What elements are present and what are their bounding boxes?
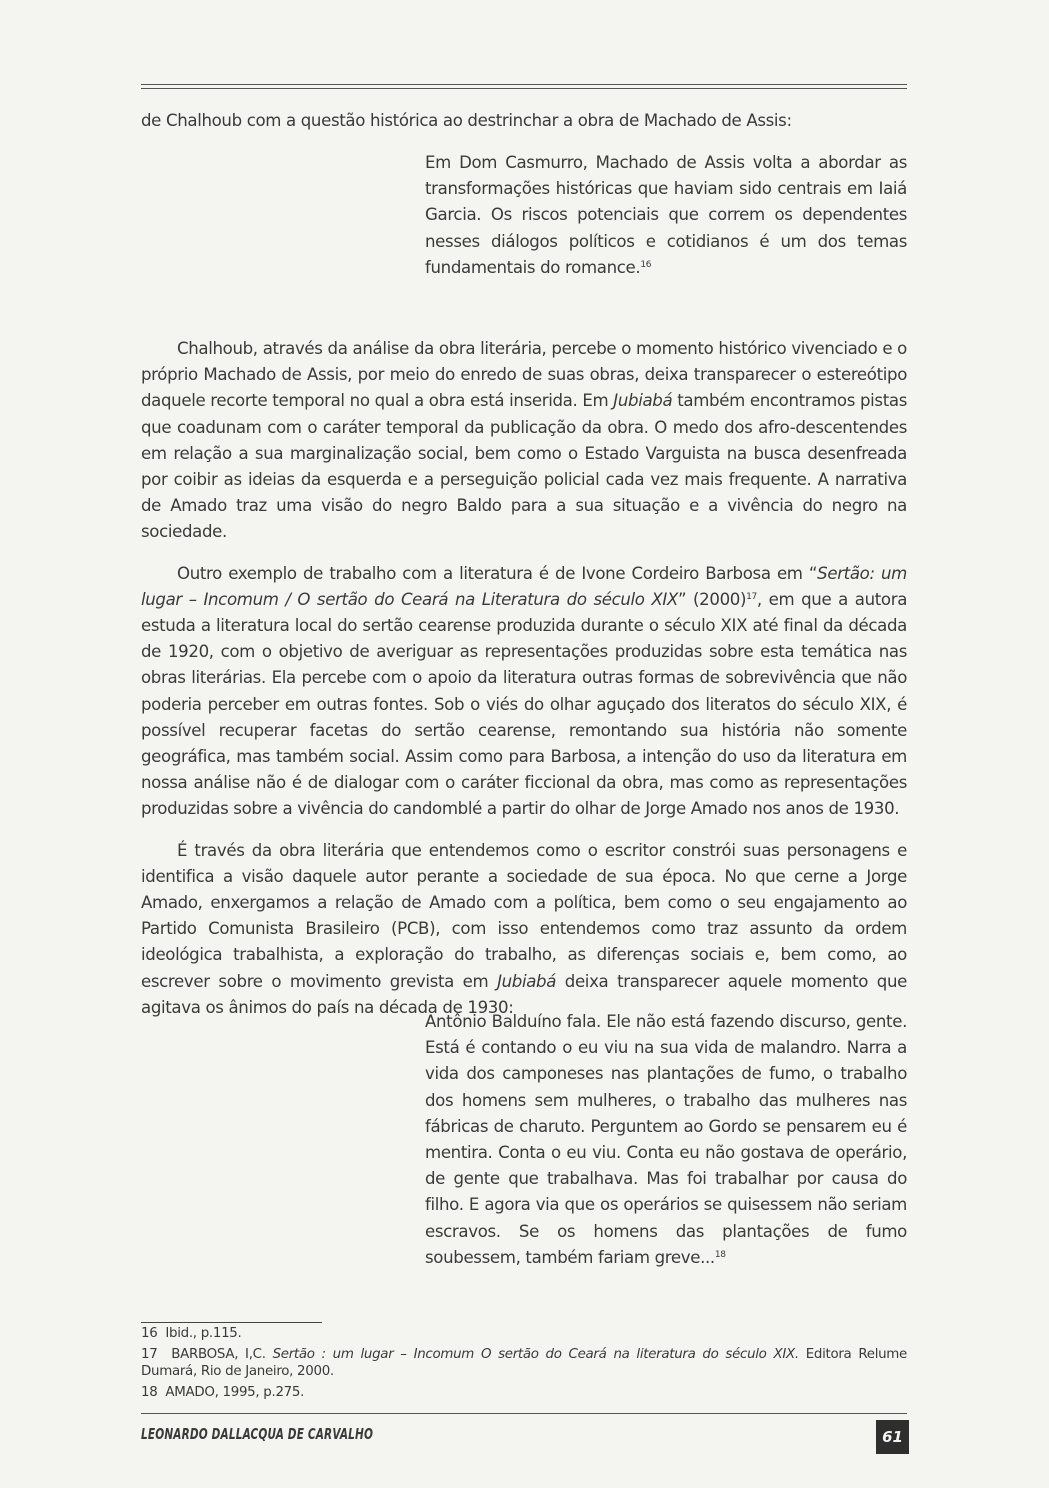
footnote-ref-17[interactable]: 17: [746, 591, 757, 602]
footnote-separator: [141, 1322, 322, 1323]
footnotes: [141, 1325, 907, 1405]
footnote-18: 18 AMADO, 1995, p.275.: [141, 1385, 305, 1400]
page-number-badge: 61: [876, 1420, 909, 1454]
paragraph-2: Outro exemplo de trabalho com a literatura é de Ivone Cordeiro Barbosa em “Sertão: um lugar – Incomum / O sertão do Ceará na Literatura do século XIX” $(2000)^{17}$, em que a autora estuda a literatura local do sertão cearense produzida durante o século XIX até final da década de 1920, com o objetivo de averiguar as representações produzidas sobre esta temática nas obras literárias. Ela percebe com o apoio da literatura outras formas de sobrevivência que não poderia perceber em outras fontes. Sob o viés do olhar aguçado dos literatos do século XIX, é possível recuperar facetas do sertão cearense, remontando sua história não somente geográfica, mas também social. Assim como para Barbosa, a intenção do uso da literatura em nossa análise não é de dialogar com o caráter ficcional da obra, mas como as representações produzidas sobre a vivência do candomblé a partir do olhar de Jorge Amado nos anos de 1930.: [141, 563, 908, 819]
paragraph-1: Chalhoub, através da análise da obra literária, percebe o momento histórico vivenciado e o próprio Machado de Assis, por meio do enredo de suas obras, deixa transparecer o estereótipo daquele recorte temporal no qual a obra está inserida. Em Jubiabá também encontramos pistas que coadunam com o caráter temporal da publicação da obra. O medo dos afro-descentendes em relação a sua marginalização social, bem como o Estado Varguista na busca desenfreada por coibir as ideias da esquerda e a perseguição policial cada vez mais frequente. A narrativa de Amado traz uma visão do negro Baldo para a sua situação e a vivência do negro na sociedade.: [141, 339, 907, 542]
body-paragraphs: [141, 336, 907, 1021]
footnote-ref-18[interactable]: 18: [714, 1249, 726, 1260]
header-double-rule: [141, 84, 907, 89]
footer-rule: [141, 1413, 907, 1414]
paragraph-3: É través da obra literária que entendemos como o escritor constrói suas personagens e identifica a visão daquele autor perante a sociedade de sua época. No que cerne a Jorge Amado, enxergamos a relação de Amado com a política, bem como o seu engajamento ao Partido Comunista Brasileiro (PCB), com isso entendemos como traz assunto da ordem ideológica trabalhista, a exploração do trabalho, as diferenças sociais e, bem como, ao escrever sobre o movimento grevista em Jubiabá deixa transparecer aquele momento que agitava os ânimos do país na década de 1930:: [141, 840, 908, 1017]
block-quote-1: [425, 150, 907, 281]
footnote-16: 16 Ibid., p.115.: [141, 1326, 242, 1341]
intro-line: de Chalhoub com a questão histórica ao destrinchar a obra de Machado de Assis:: [141, 111, 792, 130]
quote-2-text: Antônio Balduíno fala. Ele não está fazendo discurso, gente. Está é contando o eu viu na sua vida de malandro. Narra a vida dos camponeses nas plantações de fumo, o trabalho dos homens sem mulheres, o trabalho das mulheres nas fábricas de charuto. Perguntem ao Gordo se pensarem eu é mentira. Conta o eu viu. Conta eu não gostava de operário, de gente que trabalhava. Mas foi trabalhar por causa do filho. E agora via que os operários se quisessem não seriam escravos. Se os homens das plantações de fumo soubessem, também fariam greve...: [425, 1012, 907, 1267]
footnote-17: 17 BARBOSA, I,C. Sertão : um lugar – Incomum O sertão do Ceará na literatura do século XIX. Editora Relume Dumará, Rio de Janeiro, 2000.: [141, 1347, 907, 1379]
document-page: [141, 0, 907, 1488]
author-name: LEONARDO DALLACQUA DE CARVALHO: [141, 1425, 374, 1443]
quote-1-text: Em Dom Casmurro, Machado de Assis volta a abordar as transformações históricas que haviam sido centrais em Iaiá Garcia. Os riscos potenciais que correm os dependentes nesses diálogos políticos e cotidianos é um dos temas fundamentais do romance.: [425, 153, 907, 277]
block-quote-2: [425, 1009, 907, 1271]
footnote-ref-16[interactable]: 16: [640, 259, 652, 270]
